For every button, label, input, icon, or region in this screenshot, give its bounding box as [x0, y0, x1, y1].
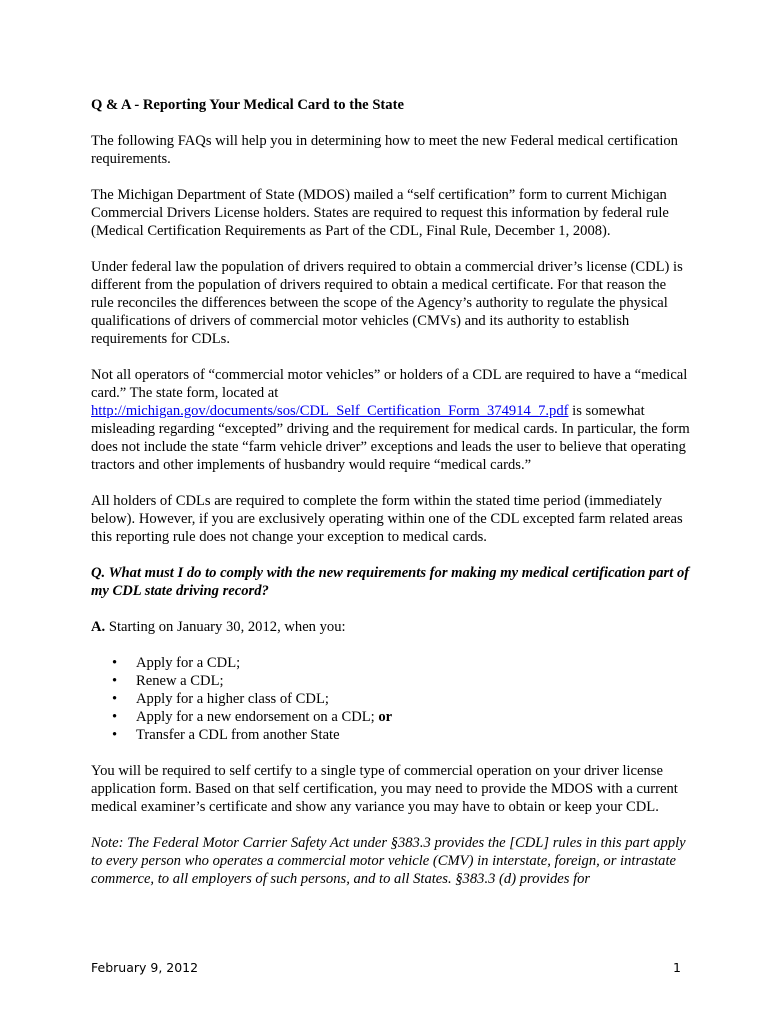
list-item-text: Apply for a CDL; — [136, 655, 241, 671]
mdos-paragraph: The Michigan Department of State (MDOS) mailed a “self certification” form to current Michigan Commercial Drivers License holders. States are required to request this information by federal rule (Medical Certification Requirements as Part of the CDL, Final Rule, December 1, 2008). — [91, 187, 669, 239]
operators-text-before: Not all operators of “commercial motor vehicles” or holders of a CDL are required to have a “medical card.” The state form, located at — [91, 367, 688, 401]
bullet-icon: • — [112, 709, 118, 725]
bullet-icon: • — [112, 673, 118, 689]
federal-law-paragraph: Under federal law the population of drivers required to obtain a commercial driver’s license (CDL) is different from the population of drivers required to obtain a medical certificate. For that reason the rule reconciles the differences between the scope of the Agency’s authority to regulate the physical qualifications of drivers of commercial motor vehicles (CMVs) and its authority to establish requirements for CDLs. — [91, 259, 683, 347]
page-number: 1 — [673, 960, 681, 975]
cdl-holders-paragraph: All holders of CDLs are required to complete the form within the stated time period (immediately below). However, if you are exclusively operating within one of the CDL excepted farm related areas this reporting rule does not change your exception to medical cards. — [91, 493, 683, 545]
list-item — [91, 672, 691, 690]
intro-paragraph: The following FAQs will help you in determining how to meet the new Federal medical certification requirements. — [91, 133, 678, 167]
list-item — [91, 726, 691, 744]
list-item — [91, 654, 691, 672]
page-title: Q & A - Reporting Your Medical Card to the State — [91, 97, 404, 113]
note-paragraph: Note: The Federal Motor Carrier Safety Act under §383.3 provides the [CDL] rules in this part apply to every person who operates a commercial motor vehicle (CMV) in interstate, foreign, or intrastate commerce, to all employers of such persons, and to all States. §383.3 (d) provides for — [91, 835, 686, 887]
list-item — [91, 690, 691, 708]
bullet-icon: • — [112, 691, 118, 707]
bullet-icon: • — [112, 727, 118, 743]
footer-date: February 9, 2012 — [91, 960, 199, 975]
list-item-text: Apply for a higher class of CDL; — [136, 691, 329, 707]
self-certify-paragraph: You will be required to self certify to a single type of commercial operation on your driver license application form. Based on that self certification, you may need to provide the MDOS with a current medical examiner’s certificate and show any variance you may have to obtain or keep your CDL. — [91, 763, 678, 815]
question-heading: Q. What must I do to comply with the new requirements for making my medical certification part of my CDL state driving record? — [91, 565, 690, 599]
list-item-text: Transfer a CDL from another State — [136, 727, 340, 743]
list-item-or: or — [378, 709, 393, 725]
answer-label: A. — [91, 619, 106, 635]
bullet-icon: • — [112, 655, 118, 671]
requirements-list — [91, 654, 691, 744]
operators-text-after: is somewhat misleading regarding “excepted” driving and the requirement for medical cards. In particular, the form does not include the state “farm vehicle driver” exceptions and leads the user to believe that operating tractors and other implements of husbandry would require “medical cards.” — [91, 403, 690, 473]
document-body — [91, 96, 691, 906]
operators-paragraph — [91, 366, 691, 474]
list-item-text: Renew a CDL; — [136, 673, 224, 689]
list-item-text: Apply for a new endorsement on a CDL; — [136, 709, 379, 725]
form-link[interactable]: http://michigan.gov/documents/sos/CDL_Self_Certification_Form_374914_7.pdf — [91, 403, 569, 419]
answer-paragraph — [91, 618, 691, 636]
list-item — [91, 708, 691, 726]
answer-text: Starting on January 30, 2012, when you: — [105, 619, 346, 635]
